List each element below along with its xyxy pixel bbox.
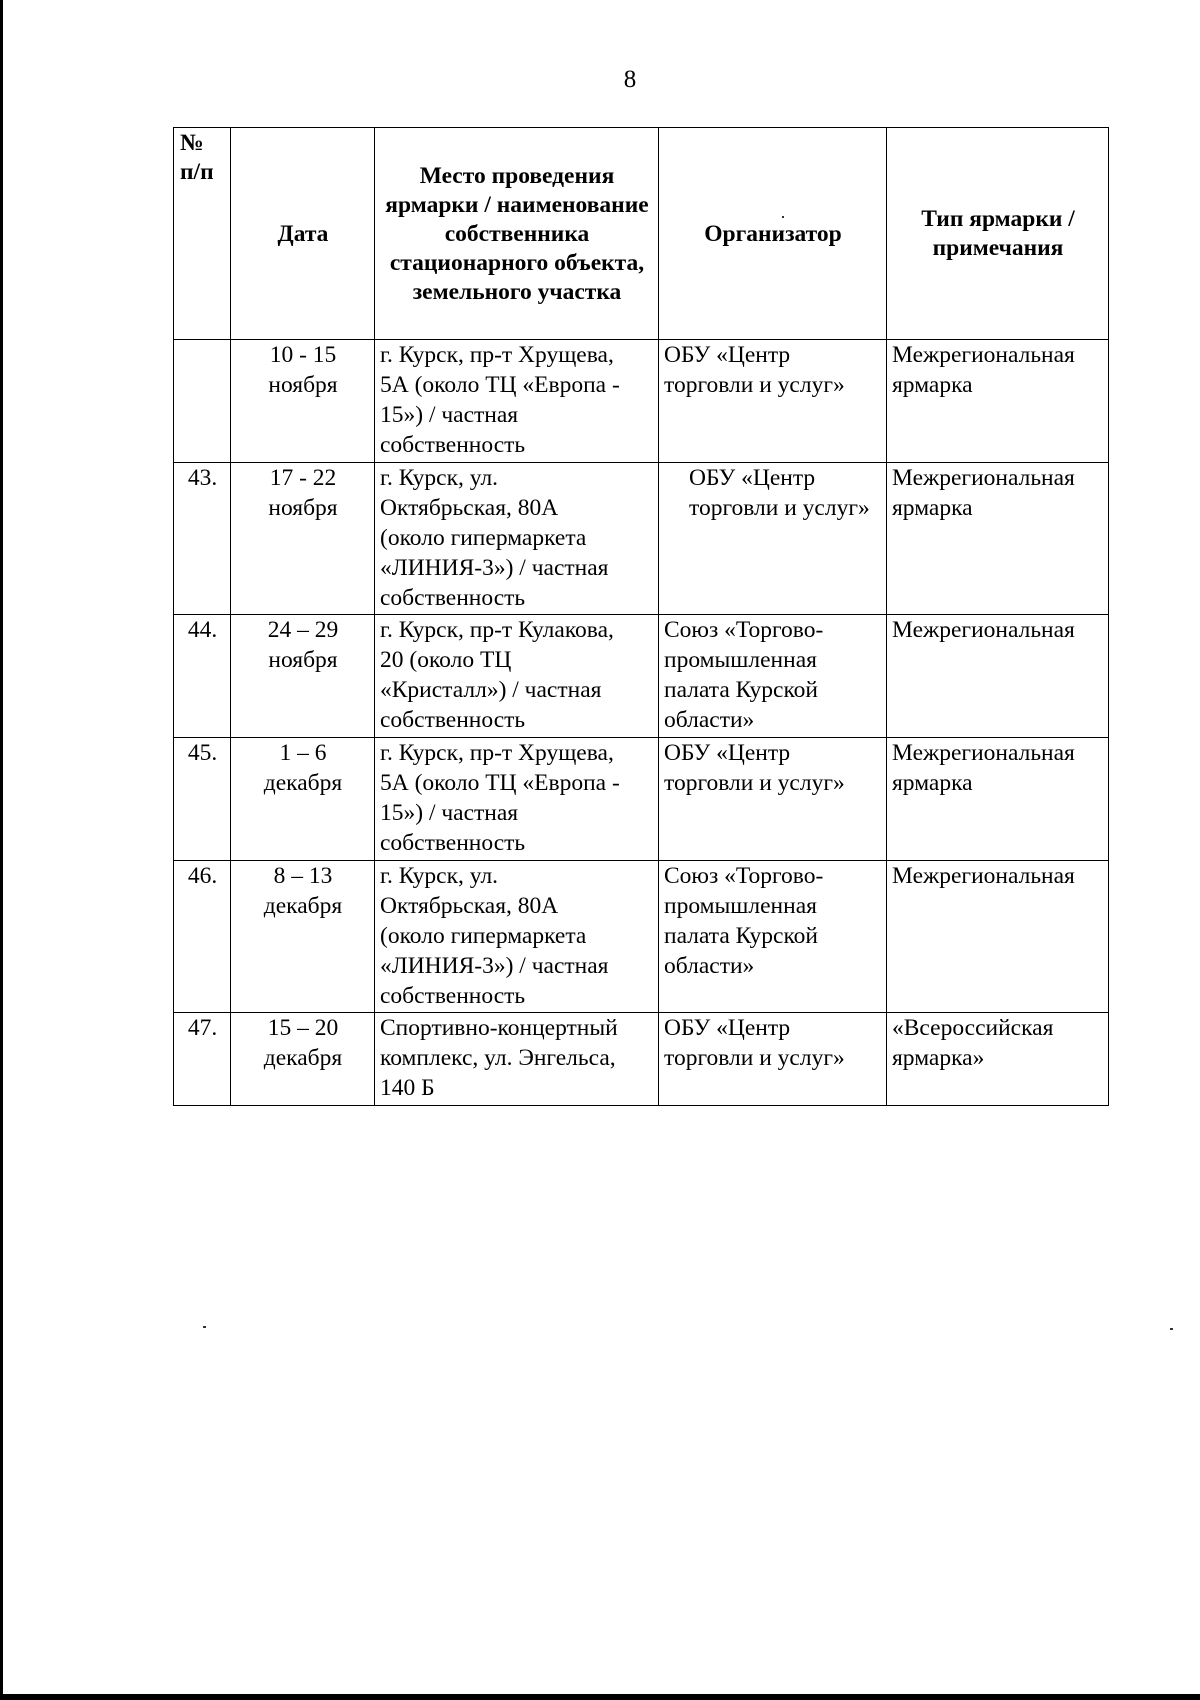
cell-type-line: Межрегиональная	[892, 465, 1075, 491]
header-organizer: Организатор	[659, 128, 887, 340]
scan-speck	[203, 1326, 206, 1328]
cell-type-line: Межрегиональная	[892, 863, 1075, 889]
cell-date-line: ноября	[268, 495, 338, 521]
cell-organizer-line: ОБУ «Центр	[664, 740, 791, 766]
cell-place-line: г. Курск, пр-т Кулакова,	[380, 617, 614, 643]
cell-place	[375, 615, 659, 738]
cell-organizer	[659, 615, 887, 738]
cell-place-line: 20 (около ТЦ	[380, 647, 512, 673]
table-body	[174, 340, 1109, 1106]
cell-number: 45.	[174, 738, 231, 861]
cell-date	[231, 340, 375, 463]
header-date: Дата	[231, 128, 375, 340]
cell-place	[375, 1013, 659, 1106]
cell-organizer	[659, 861, 887, 1013]
header-place: Место проведения ярмарки / наименование собственника стационарного объекта, земельного участка	[375, 128, 659, 340]
cell-place-line: г. Курск, ул.	[380, 863, 499, 889]
cell-place-line: 15») / частная	[380, 800, 519, 826]
cell-organizer	[659, 340, 887, 463]
cell-organizer-line: торговли и услуг»	[664, 372, 845, 398]
cell-date-line: 1 – 6	[279, 740, 327, 766]
cell-organizer-line: палата Курской	[664, 923, 819, 949]
cell-type-line: ярмарка	[892, 495, 973, 521]
cell-organizer-line: торговли и услуг»	[689, 495, 870, 521]
cell-date-line: 24 – 29	[267, 617, 339, 643]
cell-type-line: ярмарка	[892, 770, 973, 796]
cell-place-line: собственность	[380, 432, 526, 458]
cell-place	[375, 340, 659, 463]
cell-place-line: собственность	[380, 585, 526, 611]
table-row	[174, 738, 1109, 861]
cell-place-line: «ЛИНИЯ-3») / частная	[380, 555, 609, 581]
cell-organizer-line: Союз «Торгово-	[664, 863, 824, 889]
cell-number: 47.	[174, 1013, 231, 1106]
cell-type-line: Межрегиональная	[892, 342, 1075, 368]
cell-type	[887, 738, 1109, 861]
cell-date-line: 10 - 15	[269, 342, 337, 368]
cell-type	[887, 615, 1109, 738]
scan-speck	[1170, 1328, 1173, 1330]
cell-type-line: Межрегиональная	[892, 740, 1075, 766]
table-row	[174, 340, 1109, 463]
cell-organizer	[659, 463, 887, 615]
cell-date-line: 15 – 20	[267, 1015, 339, 1041]
cell-organizer-line: области»	[664, 953, 755, 979]
cell-organizer-line: торговли и услуг»	[664, 770, 845, 796]
cell-date-line: декабря	[263, 1045, 343, 1071]
cell-number: 46.	[174, 861, 231, 1013]
cell-place-line: собственность	[380, 830, 526, 856]
cell-date-line: 8 – 13	[273, 863, 333, 889]
cell-date	[231, 738, 375, 861]
cell-place-line: (около гипермаркета	[380, 525, 587, 551]
cell-organizer-line: ОБУ «Центр	[664, 1015, 791, 1041]
cell-date-line: декабря	[263, 770, 343, 796]
cell-place-line: (около гипермаркета	[380, 923, 587, 949]
table-row	[174, 861, 1109, 1013]
header-type: Тип ярмарки / примечания	[887, 128, 1109, 340]
cell-organizer-line: Союз «Торгово-	[664, 617, 824, 643]
cell-organizer-line: промышленная	[664, 647, 817, 673]
cell-type	[887, 1013, 1109, 1106]
cell-place-line: собственность	[380, 707, 526, 733]
scan-edge-left	[0, 0, 3, 1700]
cell-organizer-line: ОБУ «Центр	[689, 465, 816, 491]
cell-place-line: Октябрьская, 80А	[380, 893, 559, 919]
cell-place-line: «Кристалл») / частная	[380, 677, 602, 703]
cell-number: 44.	[174, 615, 231, 738]
table-header-row	[174, 128, 1109, 340]
table-row	[174, 1013, 1109, 1106]
cell-type	[887, 463, 1109, 615]
cell-place	[375, 738, 659, 861]
cell-type	[887, 861, 1109, 1013]
cell-type-line: ярмарка	[892, 372, 973, 398]
cell-number: 43.	[174, 463, 231, 615]
cell-place-line: Спортивно-концертный	[380, 1015, 618, 1041]
cell-place-line: 15») / частная	[380, 402, 519, 428]
cell-place-line: 5А (около ТЦ «Европа -	[380, 770, 620, 796]
cell-date	[231, 615, 375, 738]
cell-type-line: Межрегиональная	[892, 617, 1075, 643]
header-number: № п/п	[174, 128, 231, 340]
cell-place-line: 140 Б	[380, 1075, 435, 1101]
cell-place-line: комплекс, ул. Энгельса,	[380, 1045, 616, 1071]
cell-place-line: 5А (около ТЦ «Европа -	[380, 372, 620, 398]
cell-organizer-line: палата Курской	[664, 677, 819, 703]
cell-organizer-line: торговли и услуг»	[664, 1045, 845, 1071]
cell-place-line: Октябрьская, 80А	[380, 495, 559, 521]
cell-date	[231, 1013, 375, 1106]
cell-place-line: г. Курск, пр-т Хрущева,	[380, 740, 614, 766]
cell-type	[887, 340, 1109, 463]
table-row	[174, 615, 1109, 738]
cell-organizer-line: промышленная	[664, 893, 817, 919]
cell-place-line: собственность	[380, 983, 526, 1009]
cell-place	[375, 463, 659, 615]
scan-edge-bottom	[0, 1694, 1200, 1700]
cell-organizer	[659, 738, 887, 861]
cell-date	[231, 463, 375, 615]
cell-place-line: г. Курск, ул.	[380, 465, 499, 491]
cell-date-line: декабря	[263, 893, 343, 919]
cell-type-line: «Всероссийская	[892, 1015, 1054, 1041]
cell-organizer-line: ОБУ «Центр	[664, 342, 791, 368]
cell-date-line: 17 - 22	[269, 465, 337, 491]
cell-organizer	[659, 1013, 887, 1106]
cell-number	[174, 340, 231, 463]
table-row	[174, 463, 1109, 615]
cell-date-line: ноября	[268, 372, 338, 398]
cell-place-line: «ЛИНИЯ-3») / частная	[380, 953, 609, 979]
page-number: 8	[623, 66, 637, 93]
cell-date-line: ноября	[268, 647, 338, 673]
cell-date	[231, 861, 375, 1013]
cell-organizer-line: области»	[664, 707, 755, 733]
cell-place	[375, 861, 659, 1013]
fairs-schedule-table	[173, 127, 1109, 1106]
cell-type-line: ярмарка»	[892, 1045, 985, 1071]
cell-place-line: г. Курск, пр-т Хрущева,	[380, 342, 614, 368]
